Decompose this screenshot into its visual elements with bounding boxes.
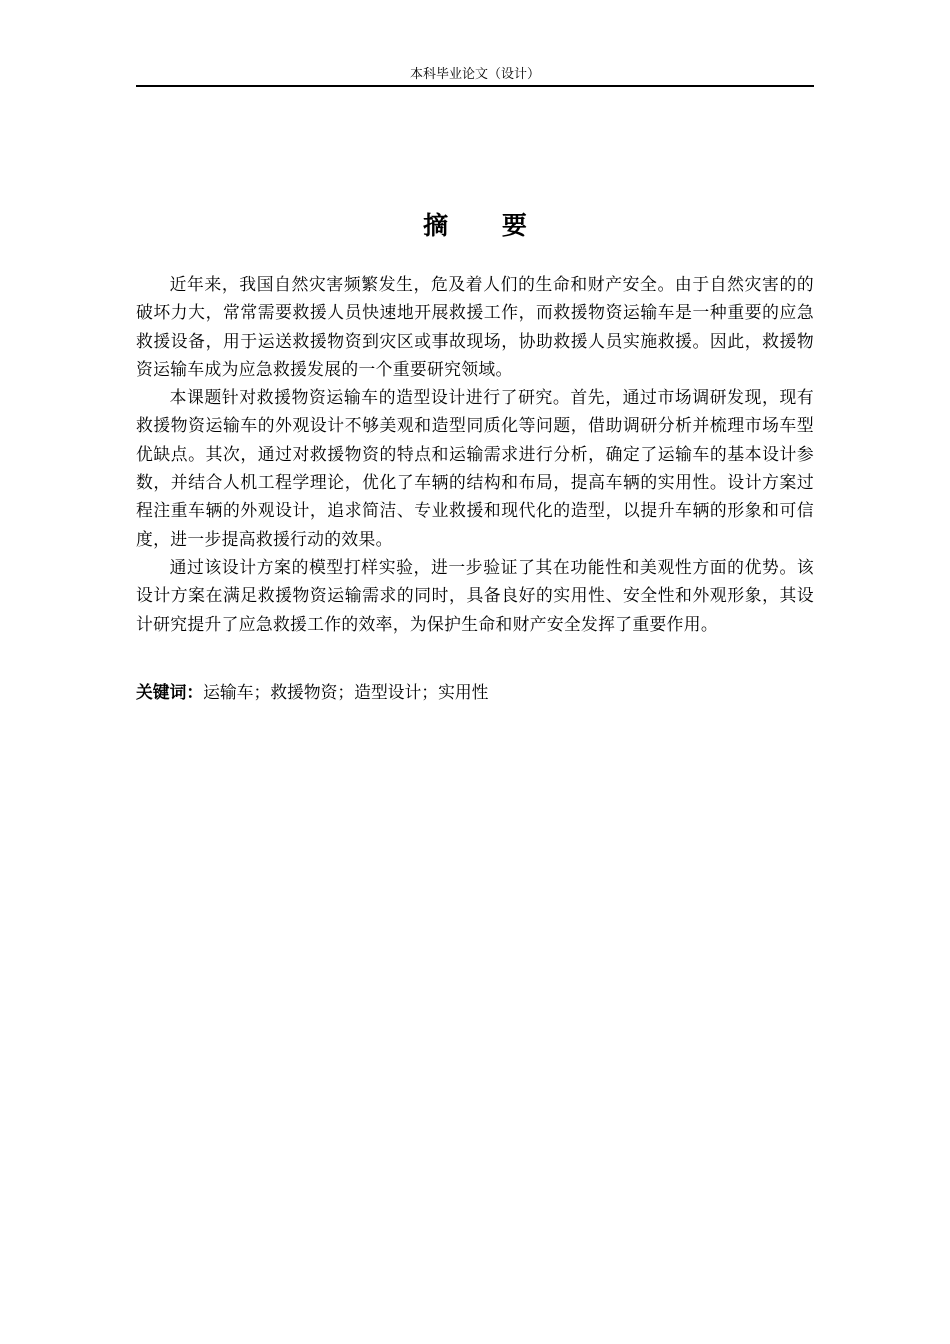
abstract-paragraph-1: 近年来，我国自然灾害频繁发生，危及着人们的生命和财产安全。由于自然灾害的的破坏力大，常常需要救援人员快速地开展救援工作，而救援物资运输车是一种重要的应急救援设备，用于运送救援物资到灾区或事故现场，协助救援人员实施救援。因此，救援物资运输车成为应急救援发展的一个重要研究领域。 <box>136 274 814 379</box>
keywords-label: 关键词： <box>136 682 204 702</box>
keywords-value: 运输车；救援物资；造型设计；实用性 <box>203 682 489 702</box>
keywords-line <box>136 678 814 706</box>
abstract-paragraph-2: 本课题针对救援物资运输车的造型设计进行了研究。首先，通过市场调研发现，现有救援物资运输车的外观设计不够美观和造型同质化等问题，借助调研分析并梳理市场车型优缺点。其次，通过对救援物资的特点和运输需求进行分析，确定了运输车的基本设计参数，并结合人机工程学理论，优化了车辆的结构和布局，提高车辆的实用性。设计方案过程注重车辆的外观设计，追求简洁、专业救援和现代化的造型，以提升车辆的形象和可信度，进一步提高救援行动的效果。 <box>136 387 814 549</box>
running-header: 本科毕业论文（设计） <box>409 67 540 82</box>
abstract-body <box>136 270 814 638</box>
header-rule <box>136 85 814 87</box>
abstract-title: 摘 要 <box>423 211 550 240</box>
abstract-paragraph-3: 通过该设计方案的模型打样实验，进一步验证了其在功能性和美观性方面的优势。该设计方案在满足救援物资运输需求的同时，具备良好的实用性、安全性和外观形象，其设计研究提升了应急救援工作的效率，为保护生命和财产安全发挥了重要作用。 <box>136 556 814 634</box>
